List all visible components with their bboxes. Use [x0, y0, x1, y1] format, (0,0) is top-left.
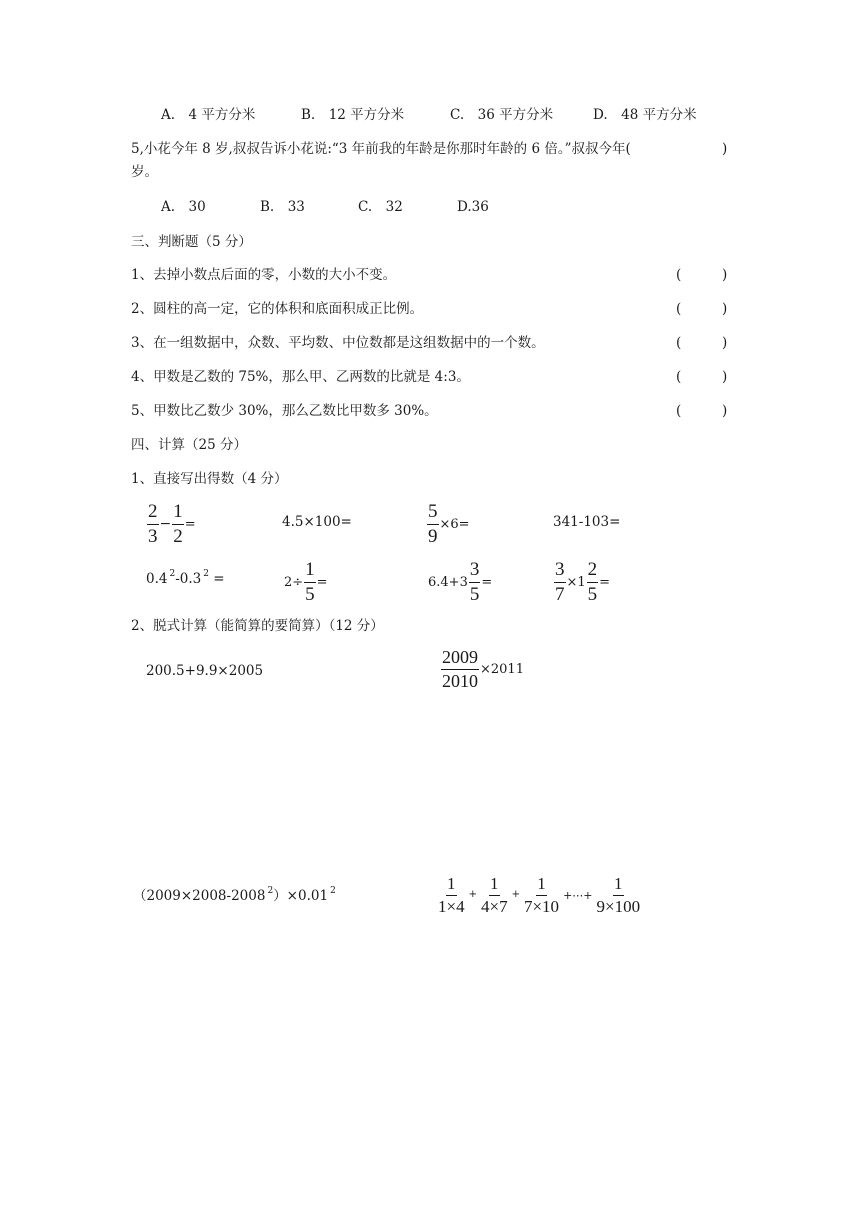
- calc-4-term2-den: 4×7: [480, 896, 508, 916]
- expr-6-den: 5: [305, 583, 315, 605]
- expr-1-num1: 2: [147, 502, 159, 525]
- q5-option-b: B. 33: [260, 199, 305, 215]
- expr-7: [428, 560, 492, 605]
- expr-8-num2: 2: [587, 560, 599, 583]
- expr-7-den: 5: [469, 583, 480, 605]
- expr-1-num2: 1: [172, 502, 184, 525]
- expr-1-minus: −: [159, 516, 172, 533]
- judge-answer-close-5: ): [722, 403, 728, 419]
- calc-4-term3-num: 1: [536, 875, 547, 896]
- expr-4: 341-103=: [553, 514, 621, 530]
- q4-option-b: B. 12 平方分米: [301, 107, 405, 123]
- calc-3-power2: 2: [330, 886, 336, 896]
- expr-7-num: 3: [469, 560, 481, 583]
- calc-4-term4-num: 1: [613, 875, 624, 896]
- judge-item-2: 2、圆柱的高一定，它的体积和底面积成正比例。: [131, 301, 424, 317]
- expr-5-equals: =: [208, 571, 225, 587]
- calc-3-power1: 2: [267, 886, 274, 896]
- judge-answer-open-3: (: [676, 335, 682, 351]
- q5-question: 5,小花今年 8 岁,叔叔告诉小花说:“3 年前我的年龄是你那时年龄的 6 倍。”叔叔今年(: [131, 141, 631, 157]
- expr-7-equals: =: [481, 574, 493, 590]
- section4-sub1-title: 1、直接写出得数（4 分）: [131, 471, 288, 487]
- judge-item-1: 1、去掉小数点后面的零，小数的大小不变。: [131, 267, 397, 283]
- section3-title: 三、判断题（5 分）: [131, 234, 252, 250]
- expr-6: [284, 560, 328, 605]
- q4-option-c: C. 36 平方分米: [450, 107, 554, 123]
- judge-answer-open-4: (: [676, 369, 682, 385]
- expr-8-num1: 3: [554, 560, 566, 583]
- expr-6-num: 1: [304, 560, 316, 583]
- calc-1: 200.5+9.9×2005: [146, 663, 264, 679]
- q5-option-d: D.36: [457, 199, 489, 215]
- section4-title: 四、计算（25 分）: [131, 437, 247, 453]
- q4-option-d: D. 48 平方分米: [593, 107, 697, 123]
- judge-answer-open-1: (: [676, 267, 682, 283]
- expr-3-num: 5: [427, 502, 439, 525]
- expr-5-power1: 2: [169, 569, 176, 579]
- expr-5-base2: -0.3: [175, 571, 202, 587]
- calc-4: [436, 875, 642, 916]
- expr-2: 4.5×100=: [282, 514, 352, 530]
- judge-answer-close-3: ): [722, 335, 728, 351]
- calc-4-term1-den: 1×4: [438, 896, 465, 916]
- judge-item-4: 4、甲数是乙数的 75%，那么甲、乙两数的比就是 4:3。: [131, 369, 470, 385]
- expr-5-power2: 2: [203, 569, 209, 579]
- calc-2-rest: ×2011: [480, 661, 524, 677]
- judge-answer-close-1: ): [722, 267, 728, 283]
- calc-3: [133, 886, 336, 904]
- expr-8-times: ×1: [566, 574, 586, 590]
- calc-4-term2-num: 1: [489, 875, 500, 896]
- expr-3: [426, 502, 470, 547]
- expr-1: [146, 502, 196, 547]
- q5-option-c: C. 32: [358, 199, 403, 215]
- judge-answer-close-4: ): [722, 369, 728, 385]
- judge-answer-close-2: ): [722, 301, 728, 317]
- calc-2-den: 2010: [442, 670, 478, 691]
- expr-6-equals: =: [316, 574, 328, 590]
- calc-4-term3-den: 7×10: [523, 896, 560, 916]
- calc-2: [440, 648, 524, 691]
- q5-question-cont: 岁。: [131, 164, 158, 180]
- expr-1-equals: =: [184, 516, 196, 532]
- calc-4-plus1: +: [468, 889, 477, 901]
- expr-8-equals: =: [599, 574, 611, 590]
- expr-7-prefix: 6.4+3: [428, 574, 468, 590]
- expr-1-den1: 3: [148, 525, 158, 547]
- calc-4-plus2: +: [511, 889, 520, 901]
- judge-answer-open-5: (: [676, 403, 682, 419]
- calc-2-num: 2009: [441, 648, 479, 670]
- judge-answer-open-2: (: [676, 301, 682, 317]
- expr-8-den1: 7: [555, 583, 565, 605]
- q5-option-a: A. 30: [161, 199, 206, 215]
- expr-5: [146, 569, 225, 587]
- judge-item-3: 3、在一组数据中，众数、平均数、中位数都是这组数据中的一个数。: [131, 335, 545, 351]
- judge-item-5: 5、甲数比乙数少 30%，那么乙数比甲数多 30%。: [131, 403, 438, 419]
- expr-8-den2: 5: [587, 583, 598, 605]
- expr-5-base1: 0.4: [146, 571, 168, 587]
- expr-8: [553, 560, 610, 605]
- expr-3-rest: ×6=: [439, 516, 470, 532]
- section4-sub2-title: 2、脱式计算（能简算的要简算）（12 分）: [131, 618, 384, 634]
- calc-3-part1: （2009×2008-2008: [133, 888, 266, 904]
- calc-4-term4-den: 9×100: [596, 896, 641, 916]
- expr-1-den2: 2: [173, 525, 183, 547]
- calc-3-part2: ）×0.01: [273, 888, 329, 904]
- expr-6-prefix: 2÷: [284, 574, 304, 590]
- calc-4-ellipsis: +⋯+: [563, 888, 593, 902]
- expr-3-den: 9: [428, 525, 438, 547]
- q4-option-a: A. 4 平方分米: [161, 107, 256, 123]
- calc-4-term1-num: 1: [446, 875, 457, 896]
- q5-close-paren: ): [722, 141, 728, 157]
